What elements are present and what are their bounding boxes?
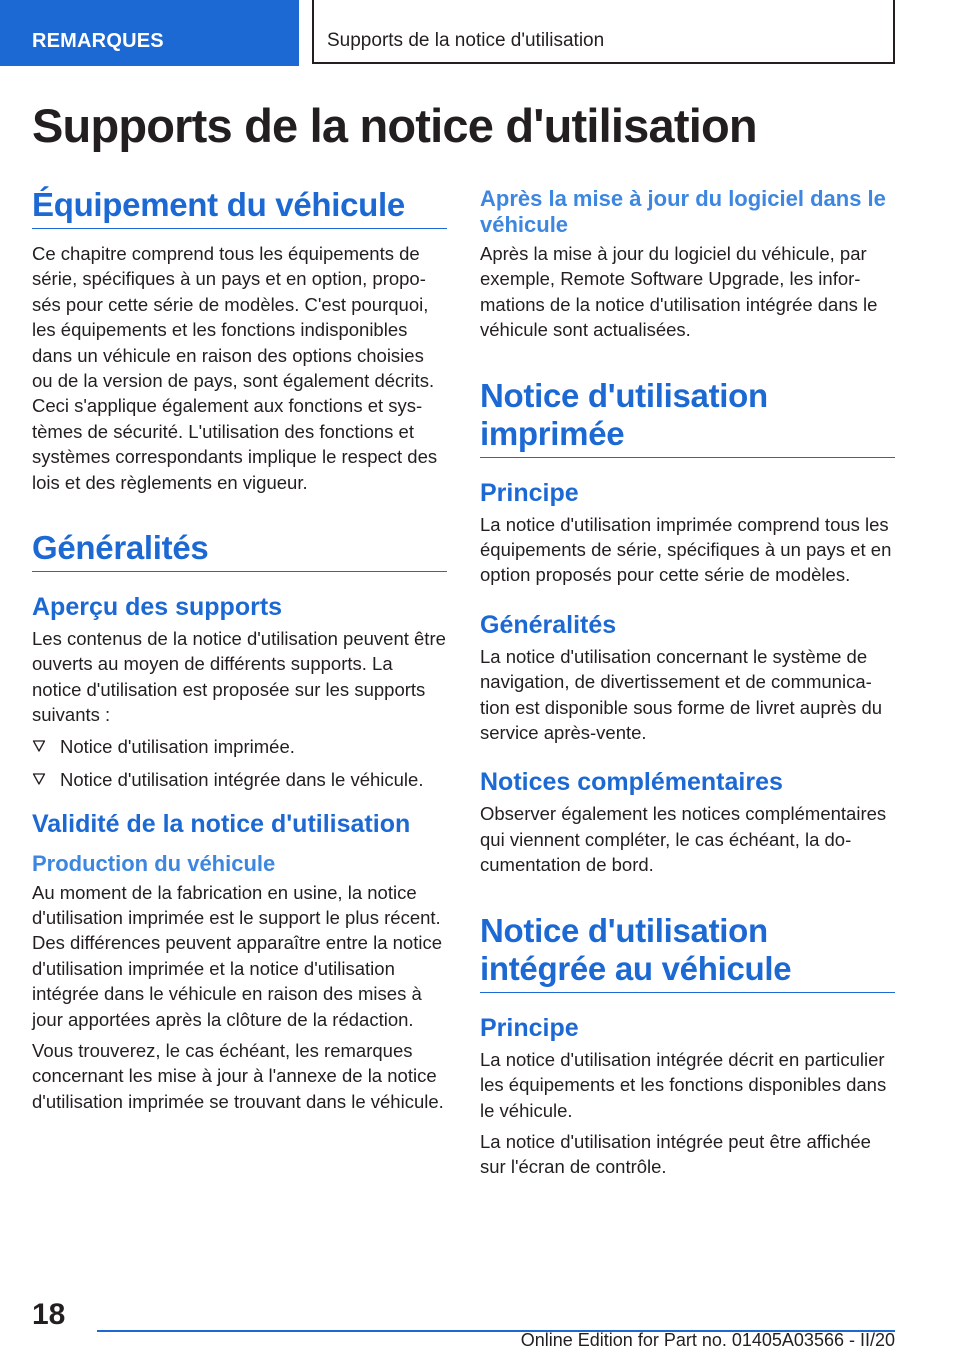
list-item-label: Notice d'utilisation intégrée dans le véhicule.: [60, 769, 424, 791]
heading-generalites-imprimee: Généralités: [480, 610, 617, 639]
triangle-bullet-icon: [32, 739, 46, 753]
left-column: [32, 186, 447, 1120]
paragraph-generalites-imprimee: La notice d'utilisation concernant le système de navigation, de divertissement et de communication est disponible sous forme de livret auprès du service après-vente.: [480, 645, 883, 744]
page-title: Supports de la notice d'utilisation: [32, 99, 757, 152]
page-number: 18: [32, 1298, 66, 1331]
section-tab: REMARQUES: [0, 0, 299, 66]
footer-edition: Online Edition for Part no. 01405A03566 - II/20: [520, 1330, 895, 1350]
heading-notices-complementaires: Notices complémentaires: [480, 768, 783, 797]
paragraph-principe-imprimee: La notice d'utilisation imprimée comprend tous les équipements de série, spécifiques à un pays et en option proposés pour cette série de modèles.: [480, 513, 892, 586]
heading-principe-imprimee: Principe: [480, 478, 579, 507]
paragraph-equipement: Ce chapitre comprend tous les équipements de série, spécifiques à un pays et en option, proposés pour cette série de modèles. C'est pourquoi, les équipements et les fonctions indisponibles dans un véhicule en raison des options choisies ou de la version de pays, sont également décrits. Ceci s'applique également aux fonctions et systèmes de sécurité. L'utilisation des fonctions et systèmes correspondants implique le respect des lois et des règlements en vigueur.: [32, 243, 438, 493]
heading-notice-imprimee: Notice d'utilisation imprimée: [480, 377, 895, 458]
list-item: [32, 767, 447, 792]
heading-validite: Validité de la notice d'utilisation: [32, 809, 411, 838]
right-column: [480, 186, 895, 1186]
paragraph-notices-complementaires: Observer également les notices complémentaires qui viennent compléter, le cas échéant, la documentation de bord.: [480, 803, 887, 876]
list-item-label: Notice d'utilisation imprimée.: [60, 735, 295, 757]
heading-principe-integree: Principe: [480, 1013, 579, 1042]
supports-list: [32, 734, 447, 793]
heading-notice-integree: Notice d'utilisation intégrée au véhicule: [480, 912, 895, 993]
heading-production: Production du véhicule: [32, 850, 276, 876]
breadcrumb: Supports de la notice d'utilisation: [312, 0, 895, 64]
paragraph-integree-1: La notice d'utilisation intégrée décrit en particulier les équipements et les fonctions disponibles dans le véhicule.: [480, 1048, 887, 1121]
heading-equipement: Équipement du véhicule: [32, 186, 447, 229]
heading-generalites: Généralités: [32, 529, 447, 572]
triangle-bullet-icon: [32, 772, 46, 786]
list-item: [32, 734, 447, 759]
paragraph-apercu: Les contenus de la notice d'utilisation peuvent être ouverts au moyen de différents supports. La notice d'utilisation est proposée sur les supports suivants :: [32, 628, 446, 726]
paragraph-production-1: Au moment de la fabrication en usine, la notice d'utilisation imprimée est le support le plus récent. Des différences peuvent apparaître entre la notice d'utilisation imprimée et la notice d'utilisation intégrée dans le véhicule en raison des mises à jour apportées après la clôture de la rédaction.: [32, 881, 442, 1030]
page-header: [0, 0, 960, 66]
heading-apercu: Aperçu des supports: [32, 593, 283, 622]
paragraph-apres-mise-a-jour: Après la mise à jour du logiciel du véhicule, par exemple, Remote Software Upgrade, les informations de la notice d'utilisation intégrée dans le véhicule sont actualisées.: [480, 243, 878, 341]
paragraph-integree-2: La notice d'utilisation intégrée peut être affichée sur l'écran de contrôle.: [480, 1130, 871, 1178]
paragraph-production-2: Vous trouverez, le cas échéant, les remarques concernant les mise à jour à l'annexe de la notice d'utilisation imprimée se trouvant dans le véhicule.: [32, 1039, 444, 1112]
heading-apres-mise-a-jour: Après la mise à jour du logiciel dans le véhicule: [480, 186, 886, 237]
